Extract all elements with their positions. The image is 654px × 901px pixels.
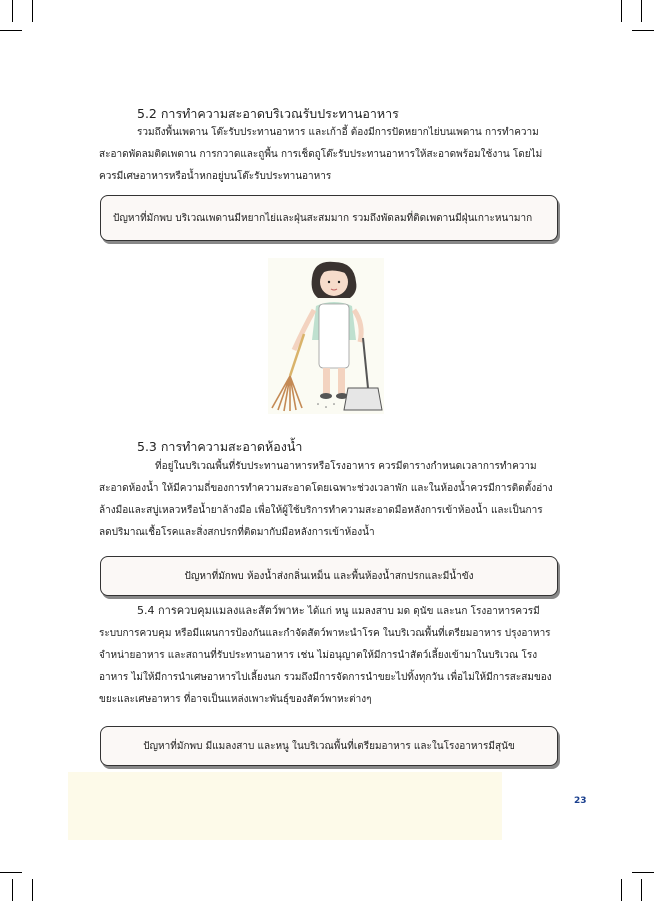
section-5-4-title: 5.4 การควบคุมแมลงและสัตว์พาหะ: [137, 604, 305, 617]
crop-mark: [621, 879, 622, 901]
crop-mark: [32, 0, 33, 22]
section-5-4-body: [99, 600, 554, 711]
sweeping-woman-illustration: [268, 258, 384, 414]
section-5-2-title: 5.2 การทำความสะอาดบริเวณรับประทานอาหาร: [137, 106, 399, 121]
crop-mark: [632, 30, 654, 31]
crop-mark: [12, 0, 13, 22]
section-5-4-text: ได้แก่ หนู แมลงสาบ มด ดุนัข และนก โรงอาหารควรมีระบบการควบคุม หรือมีแผนการป้องกันและกำจัดสัตว์พาหะนำโรค ในบริเวณพื้นที่เตรียมอาหาร ปรุงอาหาร จำหน่ายอาหาร และสถานที่รับประทานอาหาร เช่น ไม่อนุญาตให้มีการนำสัตว์เลี้ยงเข้ามาในบริเวณ โรงอาหาร ไม่ให้มีการนำเศษอาหารไปเลี้ยงนก รวมถึงมีการจัดการนำขยะไปทิ้งทุกวัน เพื่อไม่ให้มีการสะสมของขยะและเศษอาหาร ที่อาจเป็นแหล่งเพาะพันธุ์ของสัตว์พาหะต่างๆ: [99, 606, 552, 705]
callout-text: ปัญหาที่มักพบ ห้องน้ำส่งกลิ่นเหม็น และพื้นห้องน้ำสกปรกและมีน้ำขัง: [184, 570, 474, 582]
page-number: 23: [574, 796, 587, 806]
crop-mark: [12, 879, 13, 901]
footer-band: [68, 772, 502, 840]
problem-callout-5-3: [100, 556, 558, 596]
crop-mark: [0, 30, 22, 31]
crop-mark: [632, 872, 654, 873]
callout-text: ปัญหาที่มักพบ บริเวณเพดานมีหยากไย่และฝุ่นสะสมมาก รวมถึงพัดลมที่ติดเพดานมีฝุ่นเกาะหนามาก: [113, 212, 533, 224]
problem-callout-5-2: [100, 195, 558, 241]
crop-mark: [621, 0, 622, 22]
callout-text: ปัญหาที่มักพบ มีแมลงสาบ และหนู ในบริเวณพื้นที่เตรียมอาหาร และในโรงอาหารมีสุนัข: [143, 740, 515, 752]
crop-mark: [0, 872, 22, 873]
crop-mark: [641, 879, 642, 901]
crop-mark: [32, 879, 33, 901]
problem-callout-5-4: [100, 726, 558, 766]
section-5-3-body: ที่อยู่ในบริเวณพื้นที่รับประทานอาหารหรือโรงอาหาร ควรมีตารางกำหนดเวลาการทำความสะอาดห้องน้ำ ให้มีความถี่ของการทำความสะอาดโดยเฉพาะช่วงเวลาพัก และในห้องน้ำควรมีการติดตั้งอ่างล้างมือและสบู่เหลวหรือน้ำยาล้างมือ เพื่อให้ผู้ใช้บริการทำความสะอาดมือหลังการเข้าห้องน้ำ และเป็นการลดปริมาณเชื้อโรคและสิ่งสกปรกที่ติดมากับมือหลังการเข้าห้องน้ำ: [99, 461, 553, 538]
section-5-2-body: รวมถึงพื้นเพดาน โต๊ะรับประทานอาหาร และเก้าอี้ ต้องมีการปัดหยากไย่บนเพดาน การทำความสะอาดพัดลมติดเพดาน การกวาดและถูพื้น การเช็ดถูโต๊ะรับประทานอาหารให้สะอาดพร้อมใช้งาน โดยไม่ควรมีเศษอาหารหรือน้ำหกอยู่บนโต๊ะรับประทานอาหาร: [99, 127, 543, 182]
crop-mark: [641, 0, 642, 22]
section-5-3-title: 5.3 การทำความสะอาดห้องน้ำ: [137, 439, 303, 454]
